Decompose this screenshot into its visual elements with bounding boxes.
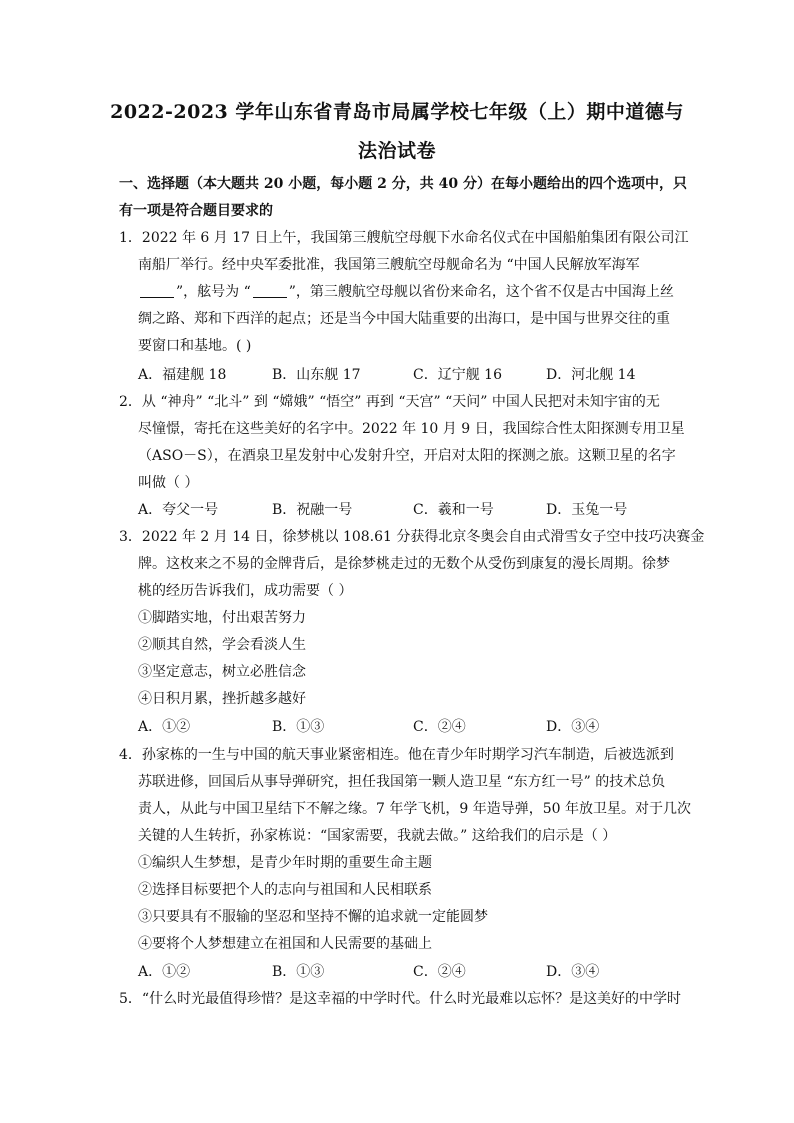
question-3-statement-4: ④日积月累，挫折越多越好 bbox=[138, 691, 306, 707]
question-5-stem-line1: 5．“什么时光最值得珍惜？是这幸福的中学时代。什么时光最难以忘怀？是这美好的中学时 bbox=[119, 991, 682, 1007]
exam-title-line1: 2022-2023 学年山东省青岛市局属学校七年级（上）期中道德与 bbox=[110, 101, 684, 123]
question-4-stem-line1: 4．孙家栋的一生与中国的航天事业紧密相连。他在青少年时期学习汽车制造，后被选派到 bbox=[119, 747, 674, 763]
question-4-option-c: C．②④ bbox=[413, 964, 466, 980]
question-3-statement-2: ②顺其自然，学会看淡人生 bbox=[138, 637, 306, 653]
question-4-statement-3: ③只要具有不服输的坚忍和坚持不懈的追求就一定能圆梦 bbox=[138, 909, 488, 925]
question-3-option-a: A．①② bbox=[138, 719, 191, 735]
question-3-statement-3: ③坚定意志，树立必胜信念 bbox=[138, 664, 306, 680]
question-1-option-d: D．河北舰 14 bbox=[546, 367, 636, 383]
question-4-statement-2: ②选择目标要把个人的志向与祖国和人民相联系 bbox=[138, 882, 432, 898]
question-2-stem-line3: （ASO－S），在酒泉卫星发射中心发射升空，开启对太阳的探测之旅。这颗卫星的名字 bbox=[138, 448, 676, 464]
question-1-option-a: A．福建舰 18 bbox=[138, 367, 227, 383]
answer-blank-1 bbox=[140, 284, 174, 298]
question-4-stem-line4: 关键的人生转折，孙家栋说：“国家需要，我就去做。” 这给我们的启示是（ ） bbox=[138, 828, 617, 844]
question-3-option-c: C．②④ bbox=[413, 719, 466, 735]
question-2-option-c: C．羲和一号 bbox=[413, 502, 494, 518]
question-1-option-b: B．山东舰 17 bbox=[272, 367, 361, 383]
question-3-stem-line1: 3．2022 年 2 月 14 日，徐梦桃以 108.61 分获得北京冬奥会自由式滑雪女子空中技巧决赛金 bbox=[119, 529, 705, 545]
question-4-option-a: A．①② bbox=[138, 964, 191, 980]
question-4-stem-line2: 苏联进修，回国后从事导弹研究，担任我国第一颗人造卫星 “东方红一号” 的技术总负 bbox=[138, 774, 666, 790]
question-2-option-b: B．祝融一号 bbox=[272, 502, 353, 518]
question-4-option-d: D．③④ bbox=[546, 964, 600, 980]
question-2-stem-line2: 尽憧憬，寄托在这些美好的名字中。2022 年 10 月 9 日，我国综合性太阳探测专用卫星 bbox=[138, 421, 685, 437]
question-1-stem-line2: 南船厂举行。经中央军委批准，我国第三艘航空母舰命名为 “中国人民解放军海军 bbox=[138, 257, 640, 273]
answer-blank-2 bbox=[253, 284, 287, 298]
question-2-stem-line4: 叫做（ ） bbox=[138, 475, 199, 491]
question-1-stem-line4: 绸之路、郑和下西洋的起点；还是当今中国大陆重要的出海口，是中国与世界交往的重 bbox=[138, 311, 670, 327]
question-3-statement-1: ①脚踏实地，付出艰苦努力 bbox=[138, 610, 306, 626]
question-4-stem-line3: 责人，从此与中国卫星结下不解之缘。7 年学飞机，9 年造导弹，50 年放卫星。对于几次 bbox=[138, 801, 691, 817]
question-1-stem-line1: 1．2022 年 6 月 17 日上午，我国第三艘航空母舰下水命名仪式在中国船舶集团有限公司江 bbox=[119, 230, 689, 246]
question-1-option-c: C．辽宁舰 16 bbox=[413, 367, 502, 383]
section-heading-line1: 一、选择题（本大题共 20 小题，每小题 2 分，共 40 分）在每小题给出的四个选项中，只 bbox=[119, 176, 687, 192]
question-1-stem-line3: ”，舷号为 “ ”，第三艘航空母舰以省份来命名，这个省不仅是古中国海上丝 bbox=[138, 283, 674, 301]
question-3-option-d: D．③④ bbox=[546, 719, 600, 735]
question-3-stem-line3: 桃的经历告诉我们，成功需要（ ） bbox=[138, 583, 353, 599]
question-3-stem-line2: 牌。这枚来之不易的金牌背后，是徐梦桃走过的无数个从受伤到康复的漫长周期。徐梦 bbox=[138, 556, 670, 572]
question-2-option-a: A．夸父一号 bbox=[138, 502, 219, 518]
question-4-statement-4: ④要将个人梦想建立在祖国和人民需要的基础上 bbox=[138, 936, 432, 952]
section-heading-line2: 有一项是符合题目要求的 bbox=[119, 203, 273, 219]
question-4-option-b: B．①③ bbox=[272, 964, 325, 980]
question-2-option-d: D．玉兔一号 bbox=[546, 502, 628, 518]
question-4-statement-1: ①编织人生梦想，是青少年时期的重要生命主题 bbox=[138, 855, 432, 871]
question-2-stem-line1: 2．从 “神舟” “北斗” 到 “嫦娥” “悟空” 再到 “天宫” “天问” 中国人民把对未知宇宙的无 bbox=[119, 394, 660, 410]
question-1-stem-line5: 要窗口和基地。( ) bbox=[138, 338, 252, 354]
question-3-option-b: B．①③ bbox=[272, 719, 325, 735]
exam-title-line2: 法治试卷 bbox=[357, 140, 436, 162]
